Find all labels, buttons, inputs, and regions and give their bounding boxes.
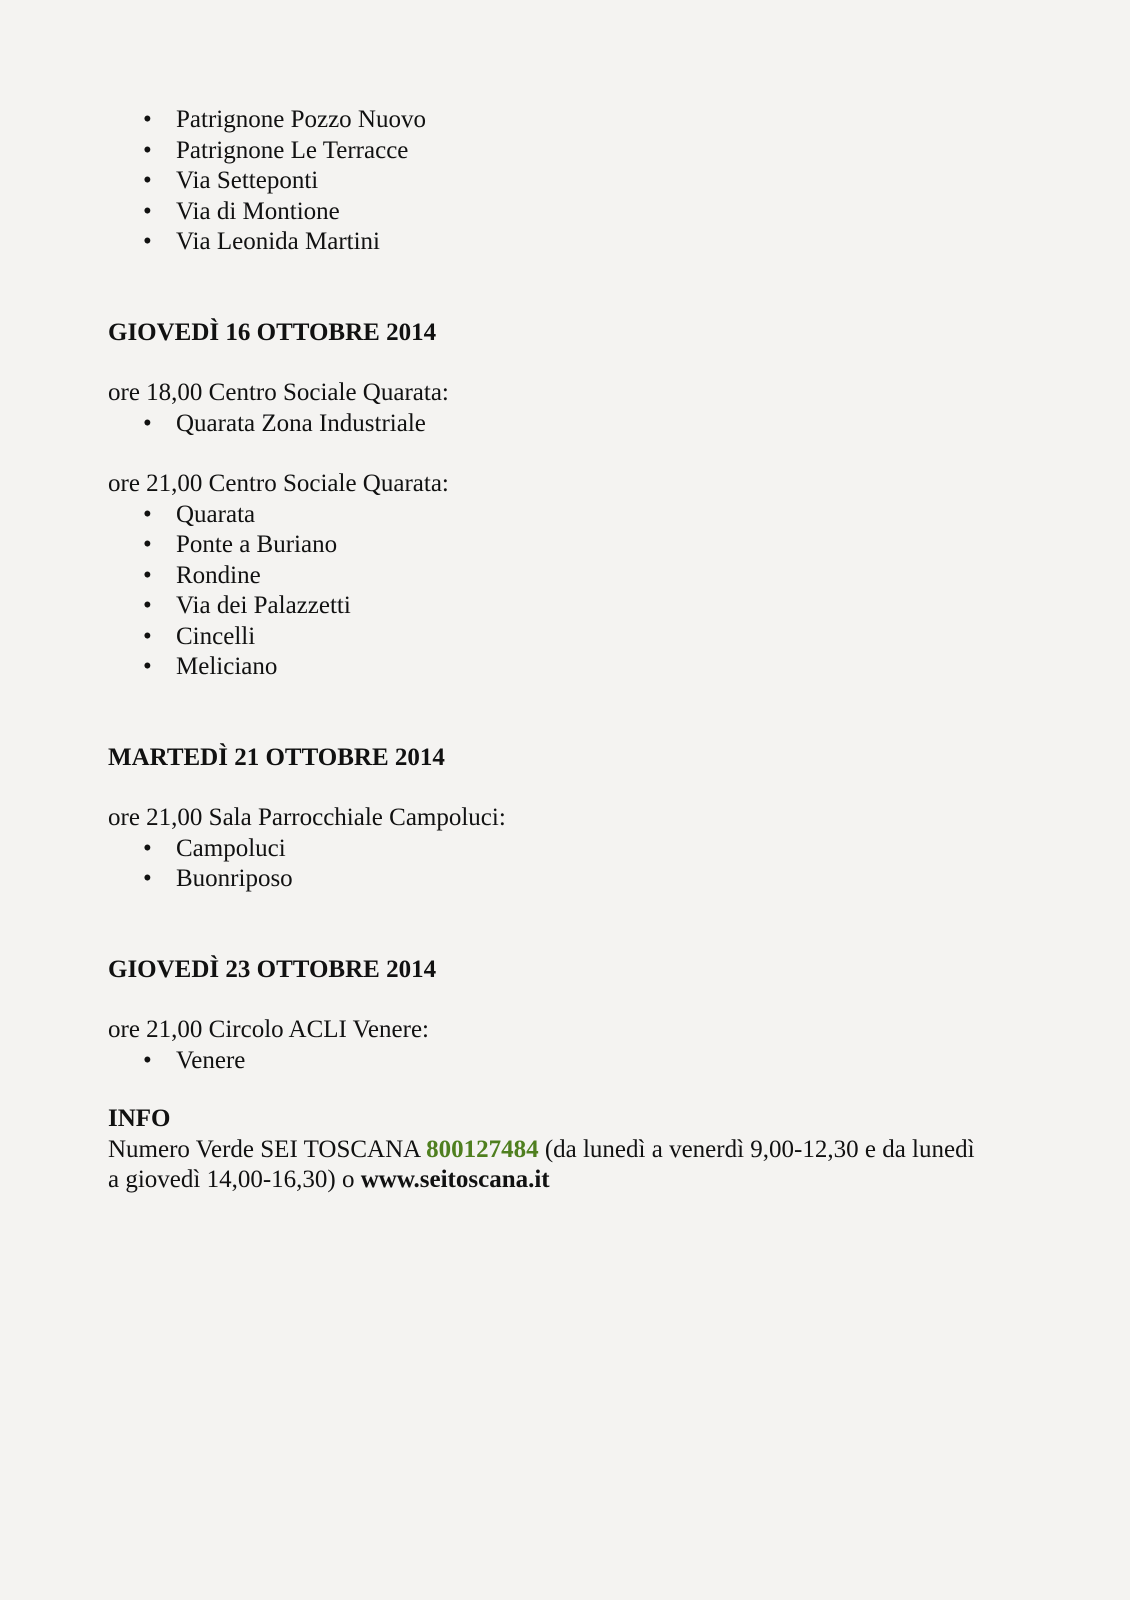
list-item-label: Rondine <box>176 561 261 589</box>
bullet-icon: • <box>143 865 152 892</box>
bullet-icon: • <box>143 592 152 619</box>
list-item-label: Via dei Palazzetti <box>176 592 351 619</box>
session-location-list <box>108 409 1008 440</box>
list-item-label: Venere <box>176 1046 246 1074</box>
section-title-16-ottobre: GIOVEDÌ 16 OTTOBRE 2014 <box>108 318 437 346</box>
list-item-label: Via di Montione <box>176 197 340 225</box>
bullet-icon: • <box>143 197 152 225</box>
list-item <box>108 1046 1008 1077</box>
list-item-label: Buonriposo <box>176 865 293 892</box>
list-item-label: Patrignone Le Terracce <box>176 136 409 164</box>
session-heading: ore 21,00 Centro Sociale Quarata: <box>108 470 449 497</box>
list-item-label: Campoluci <box>176 834 286 862</box>
list-item <box>108 500 1008 531</box>
list-item <box>108 166 1008 197</box>
list-item <box>108 652 1008 683</box>
session-heading: ore 21,00 Circolo ACLI Venere: <box>108 1016 429 1043</box>
bullet-icon: • <box>143 167 152 194</box>
bullet-icon: • <box>143 106 152 133</box>
bullet-icon: • <box>143 622 152 650</box>
list-item <box>108 622 1008 653</box>
list-item <box>108 530 1008 561</box>
list-item-label: Meliciano <box>176 653 278 680</box>
list-item-label: Cincelli <box>176 622 256 650</box>
session-heading: ore 18,00 Centro Sociale Quarata: <box>108 379 449 406</box>
list-item <box>108 834 1008 865</box>
info-title: INFO <box>108 1105 171 1132</box>
info-text-before-phone: Numero Verde SEI TOSCANA <box>108 1135 427 1163</box>
top-location-list <box>108 105 1008 258</box>
session-location-list <box>108 1046 1008 1077</box>
session-location-list <box>108 500 1008 683</box>
bullet-icon: • <box>143 653 152 680</box>
info-text-after-phone: (da lunedì a venerdì 9,00-12,30 e da lunedì a giovedì 14,00-16,30) o <box>108 1135 975 1193</box>
list-item <box>108 561 1008 592</box>
toll-free-phone-number[interactable]: 800127484 <box>426 1135 539 1163</box>
bullet-icon: • <box>143 834 152 862</box>
document-content <box>108 105 1008 1196</box>
session-location-list <box>108 834 1008 895</box>
list-item <box>108 227 1008 258</box>
list-item <box>108 864 1008 895</box>
list-item <box>108 409 1008 440</box>
bullet-icon: • <box>143 409 152 437</box>
list-item-label: Quarata <box>176 500 256 528</box>
bullet-icon: • <box>143 228 152 255</box>
list-item <box>108 591 1008 622</box>
bullet-icon: • <box>143 531 152 558</box>
list-item-label: Patrignone Pozzo Nuovo <box>176 106 426 133</box>
list-item <box>108 105 1008 136</box>
bullet-icon: • <box>143 561 152 589</box>
list-item-label: Via Setteponti <box>176 167 319 194</box>
bullet-icon: • <box>143 136 152 164</box>
section-title-23-ottobre: GIOVEDÌ 23 OTTOBRE 2014 <box>108 955 437 983</box>
list-item-label: Via Leonida Martini <box>176 228 380 255</box>
bullet-icon: • <box>143 1046 152 1074</box>
info-text <box>108 1135 988 1196</box>
session-heading: ore 21,00 Sala Parrocchiale Campoluci: <box>108 804 506 831</box>
list-item <box>108 136 1008 167</box>
list-item-label: Ponte a Buriano <box>176 531 338 558</box>
list-item-label: Quarata Zona Industriale <box>176 409 426 437</box>
website-link[interactable]: www.seitoscana.it <box>360 1166 550 1193</box>
bullet-icon: • <box>143 500 152 528</box>
list-item <box>108 197 1008 228</box>
section-title-21-ottobre: MARTEDÌ 21 OTTOBRE 2014 <box>108 743 445 771</box>
